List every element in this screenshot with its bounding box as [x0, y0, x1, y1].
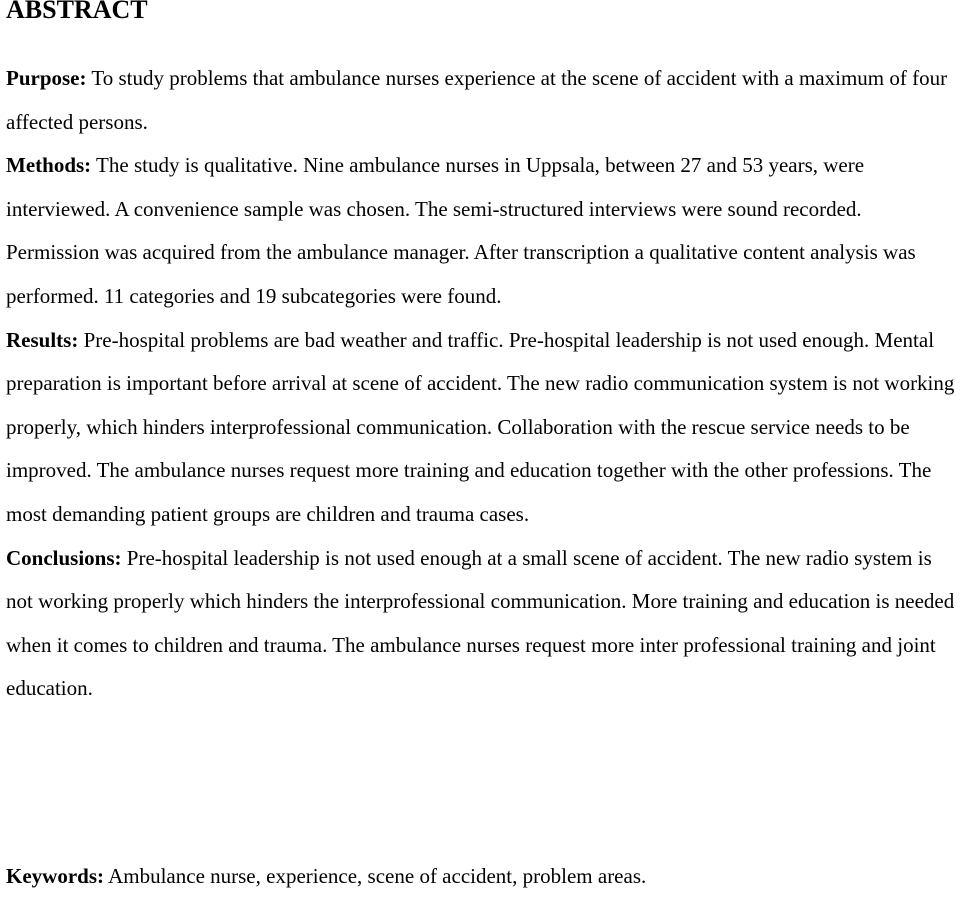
- methods-label: Methods:: [6, 153, 92, 178]
- purpose-paragraph: [6, 57, 960, 144]
- conclusions-text: Pre-hospital leadership is not used enough at a small scene of accident. The new radio system is not working properly which hinders the interprofessional communication. More training and education is needed when it comes to children and trauma. The ambulance nurses request more inter professional training and joint education.: [6, 545, 955, 701]
- abstract-page: [6, 0, 960, 888]
- results-text: Pre-hospital problems are bad weather and traffic. Pre-hospital leadership is not used enough. Mental preparation is important before arrival at scene of accident. The new radio communication system is not working properly, which hinders interprofessional communication. Collaboration with the rescue service needs to be improved. The ambulance nurses request more training and education together with the other professions. The most demanding patient groups are children and trauma cases.: [6, 327, 955, 526]
- methods-text: The study is qualitative. Nine ambulance nurses in Uppsala, between 27 and 53 years, were interviewed. A convenience sample was chosen. The semi-structured interviews were sound recorded. Permission was acquired from the ambulance manager. After transcription a qualitative content analysis was performed. 11 categories and 19 subcategories were found.: [6, 153, 916, 308]
- purpose-label: Purpose:: [6, 66, 87, 90]
- keywords-label: Keywords:: [6, 864, 104, 888]
- methods-paragraph: [6, 144, 960, 318]
- conclusions-label: Conclusions:: [6, 545, 122, 570]
- keywords-text: Ambulance nurse, experience, scene of accident, problem areas.: [104, 864, 647, 888]
- conclusions-paragraph: [6, 537, 960, 711]
- purpose-text: To study problems that ambulance nurses experience at the scene of accident with a maximum of four affected persons.: [6, 66, 948, 134]
- results-label: Results:: [6, 327, 79, 352]
- results-paragraph: [6, 319, 960, 537]
- abstract-heading: ABSTRACT: [6, 0, 148, 24]
- keywords-paragraph: [6, 855, 646, 899]
